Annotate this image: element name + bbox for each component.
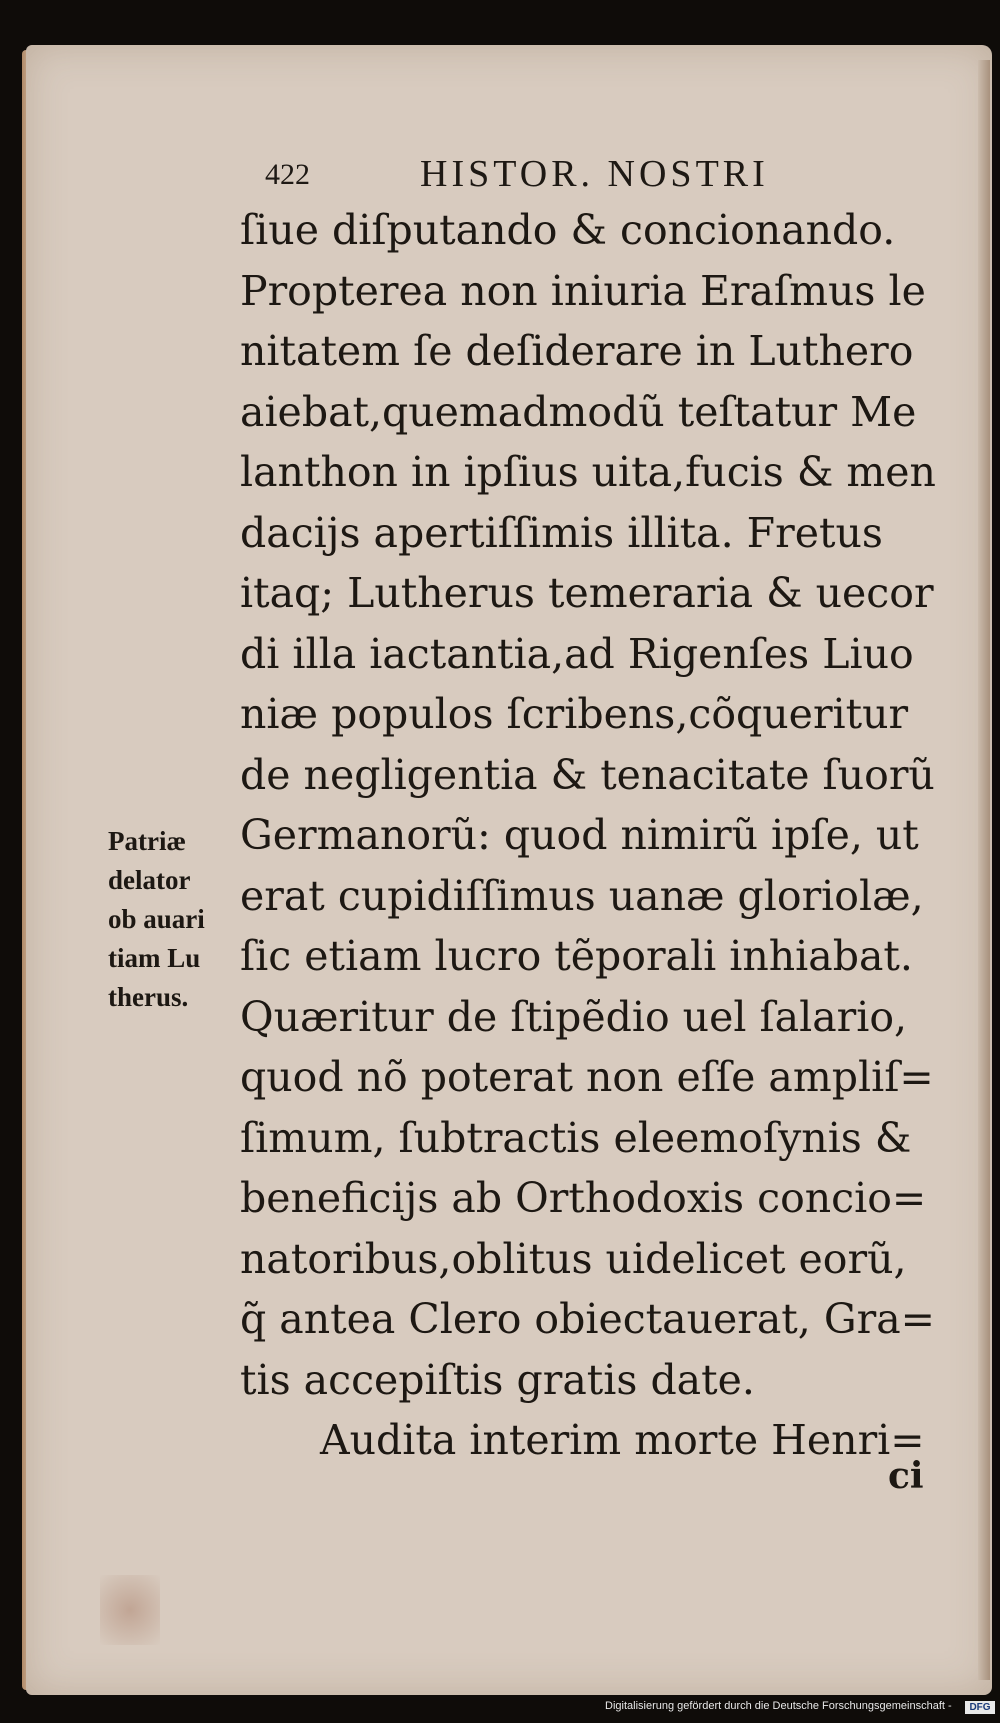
text-line: ſic etiam lucro tẽporali inhiabat. bbox=[240, 932, 913, 980]
marginal-note-line: ob auari bbox=[108, 904, 205, 934]
text-line: di illa iactantia,ad Rigenſes Liuo bbox=[240, 629, 914, 678]
digitization-credit: Digitalisierung gefördert durch die Deutsche Forschungsgemeinschaft - bbox=[605, 1700, 952, 1712]
text-line: lanthon in ipſius uita,fucis & men bbox=[240, 448, 936, 496]
marginal-note bbox=[108, 822, 228, 1017]
text-line: dacijs apertiſſimis illita. Fretus bbox=[240, 508, 883, 557]
text-line: natoribus,oblitus uidelicet eorũ, bbox=[240, 1234, 907, 1283]
marginal-note-line: tiam Lu bbox=[108, 943, 201, 973]
text-line: Quæritur de ſtipẽdio uel ſalario, bbox=[240, 992, 908, 1041]
page-right-edge bbox=[978, 60, 990, 1680]
paragraph-start-line: Audita interim morte Henri= bbox=[320, 1416, 925, 1464]
running-head: HISTOR. NOSTRI bbox=[420, 153, 769, 195]
text-line: itaq; Lutherus temeraria & uecor bbox=[240, 569, 934, 617]
paper-stain bbox=[100, 1575, 160, 1645]
text-line: de negligentia & tenacitate ſuorũ bbox=[240, 750, 935, 799]
text-line: quod nõ poterat non eſſe ampliſ= bbox=[240, 1053, 934, 1101]
text-line: ſimum, ſubtractis eleemoſynis & bbox=[240, 1113, 912, 1162]
text-line: beneficijs ab Orthodoxis concio= bbox=[240, 1174, 927, 1222]
body-text bbox=[240, 200, 960, 1471]
marginal-note-line: delator bbox=[108, 865, 191, 895]
marginal-note-line: Patriæ bbox=[108, 826, 186, 856]
dfg-logo: DFG bbox=[965, 1701, 995, 1714]
marginal-note-line: therus. bbox=[108, 982, 189, 1012]
page-header bbox=[265, 152, 955, 202]
page-number: 422 bbox=[265, 158, 310, 191]
catchword: ci bbox=[888, 1455, 924, 1497]
text-line: tis accepiſtis gratis date. bbox=[240, 1355, 755, 1404]
text-line: erat cupidiſſimus uanæ gloriolæ, bbox=[240, 871, 924, 920]
text-line: nitatem ſe deſiderare in Luthero bbox=[240, 327, 914, 375]
text-line: aiebat,quemadmodũ teſtatur Me bbox=[240, 387, 917, 436]
text-line: Germanorũ: quod nimirũ ipſe, ut bbox=[240, 811, 919, 859]
text-line: Propterea non iniuria Eraſmus le bbox=[240, 266, 926, 315]
text-line: niæ populos ſcribens,cõqueritur bbox=[240, 690, 909, 738]
text-line: ſiue diſputando & concionando. bbox=[240, 206, 896, 254]
text-line: q̃ antea Clero obiectauerat, Gra= bbox=[240, 1295, 935, 1343]
